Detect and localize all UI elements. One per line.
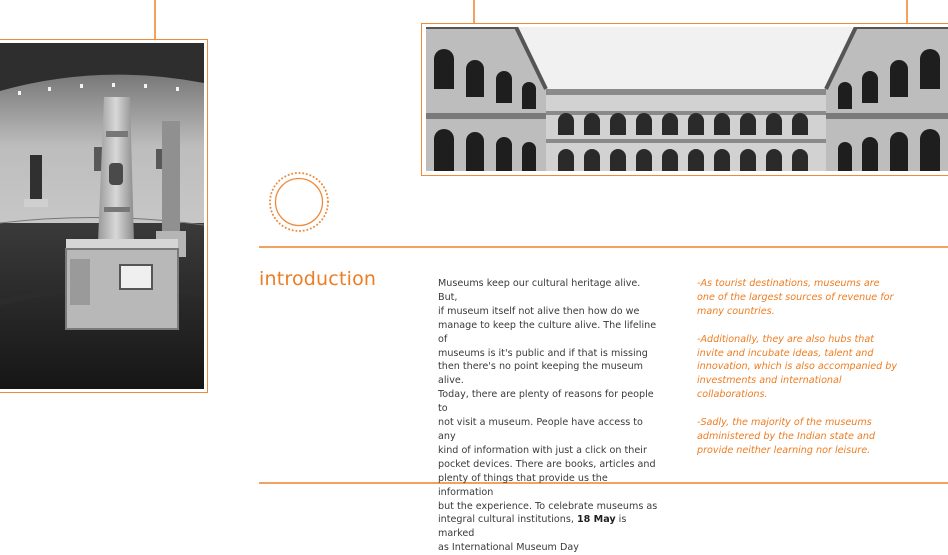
highlight-item: -Sadly, the majority of the museums administered by the Indian state and provide neither learning nor leisure.: [697, 417, 876, 456]
intro-text-part-1: Museums keep our cultural heritage alive. But, if museum itself not alive then how do we manage to keep the culture alive. The lifeline of museums is it's public and if that is missing then there's no point keeping the museum alive. Today, there are plenty of reasons for people to not visit a museum. People have access to any kind of information with just a click on their pocket devices. There are books, articles and plenty of things that provide us the information but the experience. To celebrate museums as integral cultural institutions,: [438, 278, 658, 526]
highlight-item: -As tourist destinations, museums are one of the largest sources of revenue for many countries.: [697, 278, 894, 317]
intro-paragraph: [438, 277, 660, 555]
museum-day-date: 18 May: [576, 514, 616, 526]
section-divider-top: [259, 246, 948, 248]
intro-text-part-2: is marked as International Museum Day: [438, 514, 627, 554]
highlight-item: -Additionally, they are also hubs that invite and incubate ideas, talent and innovation, which is also accompanied by investments and international collaborations.: [697, 333, 898, 401]
top-connector-left: [154, 0, 156, 40]
decorative-circle-icon: [268, 171, 330, 233]
highlights-list: [697, 277, 907, 472]
museum-gallery-photo-icon: [0, 43, 204, 389]
section-heading: introduction: [259, 268, 377, 290]
top-connector-mid: [473, 0, 475, 23]
museum-courtyard-photo-icon: [426, 27, 948, 171]
top-connector-right: [906, 0, 908, 23]
